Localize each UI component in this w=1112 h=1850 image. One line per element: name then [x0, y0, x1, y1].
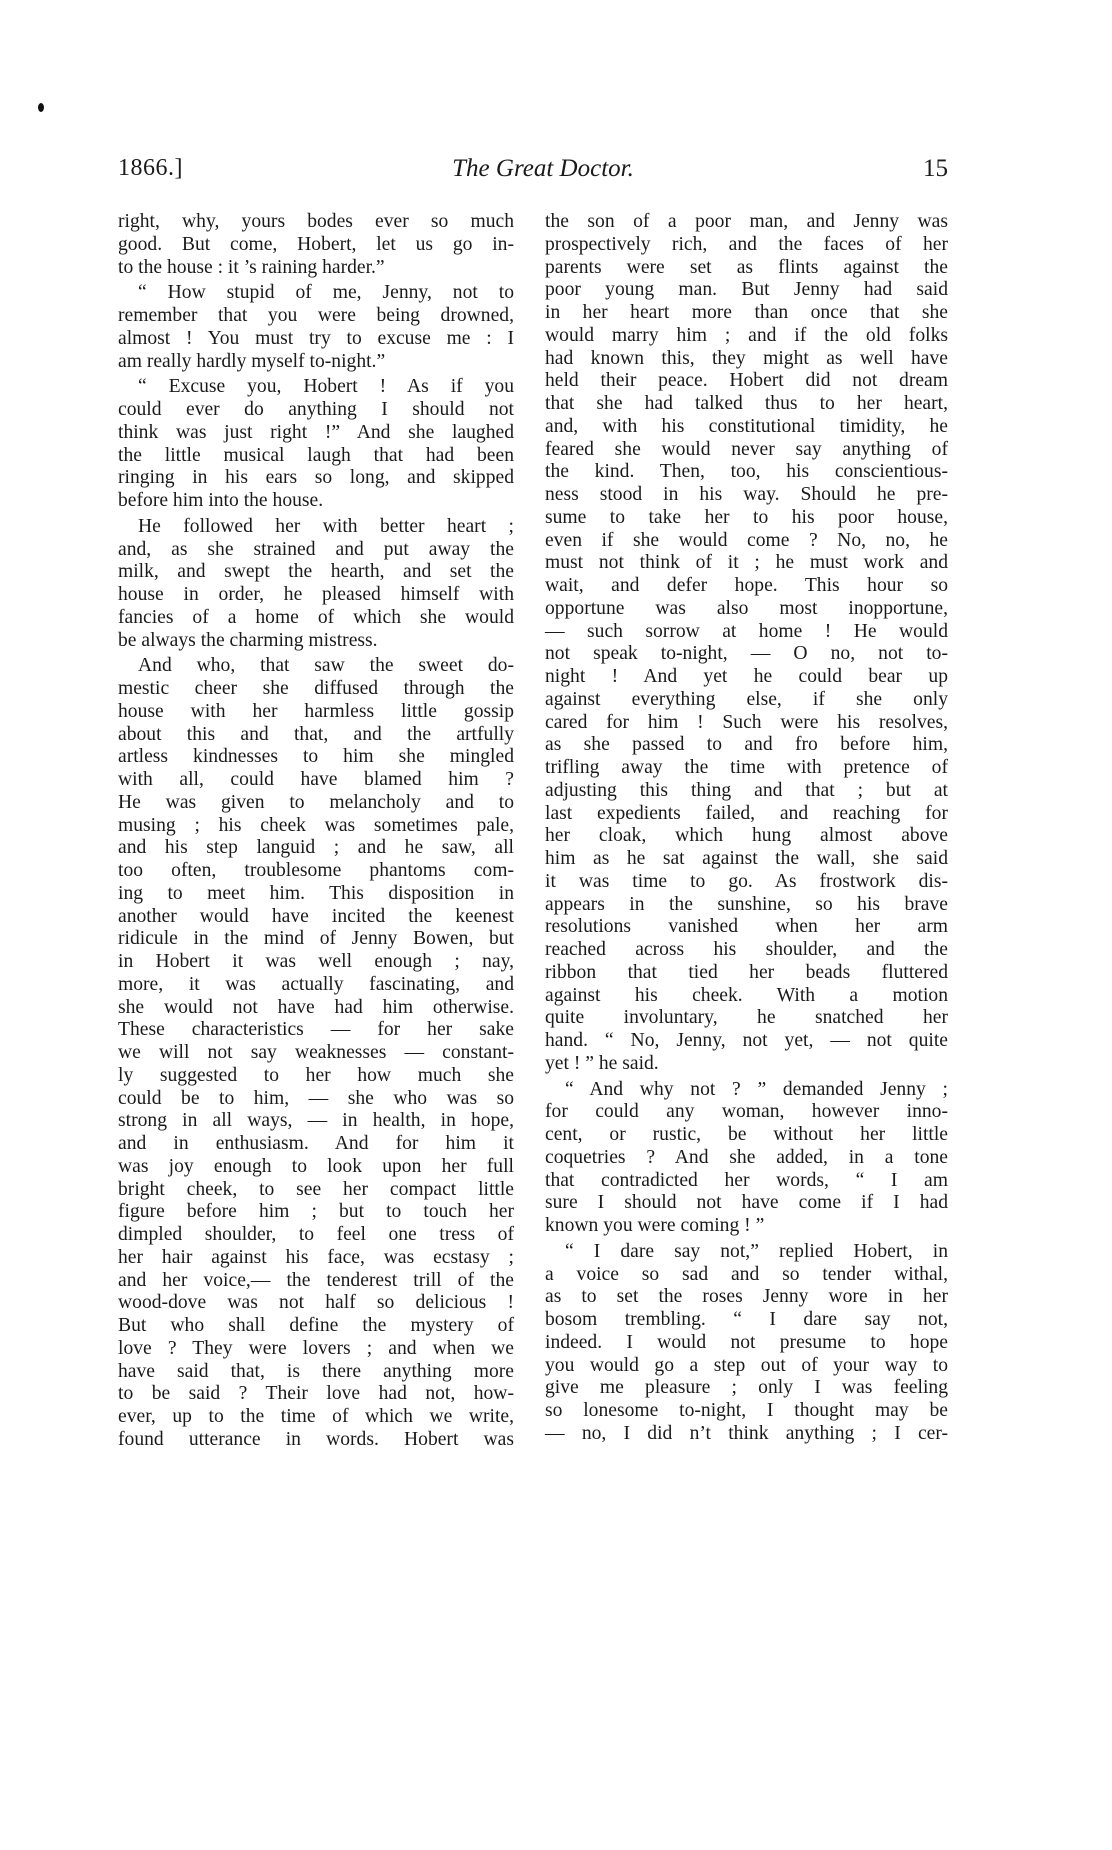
text-line: “ How stupid of me, Jenny, not to: [138, 282, 514, 304]
text-line: would marry him ; and if the old folks: [545, 324, 948, 346]
text-line: was joy enough to look upon her full: [118, 1155, 514, 1177]
right-column: [545, 211, 948, 1446]
text-line: as to set the roses Jenny wore in her: [545, 1286, 948, 1308]
text-line: and in enthusiasm. And for him it: [118, 1133, 514, 1154]
text-line: coquetries ? And she added, in a tone: [545, 1146, 948, 1168]
text-line: He was given to melancholy and to: [118, 791, 514, 813]
text-line: almost ! You must try to excuse me : I: [118, 327, 514, 349]
text-line: ness stood in his way. Should he pre-: [545, 484, 948, 505]
text-line: too often, troublesome phantoms com-: [118, 860, 514, 881]
text-line: with all, could have blamed him ?: [118, 769, 514, 790]
page-number: 15: [923, 155, 948, 182]
text-line: ever, up to the time of which we write,: [118, 1406, 514, 1427]
text-line: had known this, they might as well have: [545, 347, 948, 369]
text-line: in Hobert it was well enough ; nay,: [118, 951, 514, 972]
running-header: [118, 155, 948, 191]
left-column: [118, 211, 514, 1452]
text-line: in her heart more than once that she: [545, 302, 948, 323]
text-line: and, as she strained and put away the: [118, 538, 514, 560]
text-line: give me pleasure ; only I was feeling: [545, 1377, 948, 1399]
text-line: bosom trembling. “ I dare say not,: [545, 1309, 948, 1330]
text-line: held their peace. Hobert did not dream: [545, 370, 948, 392]
text-line: must not think of it ; he must work and: [545, 552, 948, 574]
text-line: quite involuntary, he snatched her: [545, 1007, 948, 1029]
text-line: could be to him, — she who was so: [118, 1087, 514, 1109]
text-line: bright cheek, to see her compact little: [118, 1178, 514, 1200]
text-line: it was time to go. As frostwork dis-: [545, 870, 948, 892]
text-line: the little musical laugh that had been: [118, 444, 514, 466]
text-line: that she had talked thus to her heart,: [545, 393, 948, 414]
text-line: artless kindnesses to him she mingled: [118, 746, 514, 768]
text-line: so lonesome to-night, I thought may be: [545, 1400, 948, 1421]
text-line: we will not say weaknesses — constant-: [118, 1042, 514, 1063]
text-line: even if she would come ? No, no, he: [545, 529, 948, 551]
text-line: she would not have had him otherwise.: [118, 996, 514, 1018]
text-line: musing ; his cheek was sometimes pale,: [118, 814, 514, 836]
text-line: hand. “ No, Jenny, not yet, — not quite: [545, 1030, 948, 1051]
paragraph: [545, 1079, 948, 1238]
text-line: cared for him ! Such were his resolves,: [545, 711, 948, 733]
text-line: wood-dove was not half so delicious !: [118, 1292, 514, 1314]
text-line: trifling away the time with pretence of: [545, 757, 948, 778]
text-line: remember that you were being drowned,: [118, 305, 514, 326]
text-line: But who shall define the mystery of: [118, 1315, 514, 1336]
text-line: house in order, he pleased himself with: [118, 584, 514, 605]
text-line: the son of a poor man, and Jenny was: [545, 211, 948, 232]
text-line: another would have incited the keenest: [118, 905, 514, 927]
text-line: sume to take her to his poor house,: [545, 506, 948, 528]
text-line: ridicule in the mind of Jenny Bowen, but: [118, 928, 514, 950]
text-line: found utterance in words. Hobert was: [118, 1428, 514, 1450]
text-line: ringing in his ears so long, and skipped: [118, 467, 514, 489]
paragraph: [118, 516, 514, 653]
text-line: mestic cheer she diffused through the: [118, 678, 514, 699]
text-line: and her voice,— the tenderest trill of the: [118, 1269, 514, 1291]
text-line: not speak to-night, — O no, not to-: [545, 643, 948, 665]
text-line: feared she would never say anything of: [545, 438, 948, 460]
text-line: her hair against his face, was ecstasy ;: [118, 1246, 514, 1268]
text-line: dimpled shoulder, to feel one tress of: [118, 1224, 514, 1245]
text-line: could ever do anything I should not: [118, 399, 514, 420]
text-line: more, it was actually fascinating, and: [118, 973, 514, 995]
text-line: “ I dare say not,” replied Hobert, in: [565, 1240, 948, 1262]
text-line: appears in the sunshine, so his brave: [545, 893, 948, 915]
text-line: a voice so sad and so tender withal,: [545, 1263, 948, 1285]
text-line: good. But come, Hobert, let us go in-: [118, 233, 514, 255]
paragraph: [118, 655, 514, 1451]
text-line: reached across his shoulder, and the: [545, 939, 948, 960]
text-line: ly suggested to her how much she: [118, 1064, 514, 1086]
text-line: poor young man. But Jenny had said: [545, 279, 948, 301]
ink-speck-mark: [38, 103, 44, 112]
text-line: And who, that saw the sweet do-: [138, 655, 514, 677]
text-line: him as he sat against the wall, she said: [545, 848, 948, 869]
text-line: fancies of a home of which she would: [118, 606, 514, 628]
paragraph: [545, 1241, 948, 1446]
text-line: and his step languid ; and he saw, all: [118, 837, 514, 859]
text-line: known you were coming ! ”: [545, 1215, 765, 1236]
text-line: parents were set as flints against the: [545, 256, 948, 278]
paragraph: [118, 211, 514, 279]
text-line: as she passed to and fro before him,: [545, 734, 948, 756]
text-line: sure I should not have come if I had: [545, 1192, 948, 1214]
text-line: love ? They were lovers ; and when we: [118, 1337, 514, 1359]
running-title: The Great Doctor.: [452, 155, 634, 182]
text-line: adjusting this thing and that ; but at: [545, 779, 948, 801]
text-line: to be said ? Their love had not, how-: [118, 1383, 514, 1405]
text-line: indeed. I would not presume to hope: [545, 1331, 948, 1353]
text-line: ribbon that tied her beads fluttered: [545, 961, 948, 983]
text-line: against everything else, if she only: [545, 688, 948, 710]
text-line: her cloak, which hung almost above: [545, 825, 948, 847]
text-line: wait, and defer hope. This hour so: [545, 575, 948, 596]
text-line: am really hardly myself to-night.”: [118, 350, 386, 372]
text-line: and, with his constitutional timidity, he: [545, 415, 948, 437]
text-line: ing to meet him. This disposition in: [118, 882, 514, 904]
text-line: yet ! ” he said.: [545, 1052, 659, 1074]
text-line: have said that, is there anything more: [118, 1360, 514, 1382]
text-line: against his cheek. With a motion: [545, 984, 948, 1006]
text-line: cent, or rustic, be without her little: [545, 1124, 948, 1145]
text-line: house with her harmless little gossip: [118, 700, 514, 722]
text-line: He followed her with better heart ;: [138, 515, 514, 537]
paragraph: [118, 376, 514, 513]
paragraph: [545, 211, 948, 1076]
text-line: — no, I did n’t think anything ; I cer-: [545, 1422, 948, 1444]
text-line: about this and that, and the artfully: [118, 723, 514, 745]
text-line: that contradicted her words, “ I am: [545, 1169, 948, 1191]
text-line: night ! And yet he could bear up: [545, 666, 948, 687]
text-line: think was just right !” And she laughed: [118, 421, 514, 443]
text-line: — such sorrow at home ! He would: [545, 620, 948, 642]
text-line: prospectively rich, and the faces of her: [545, 233, 948, 255]
text-line: last expedients failed, and reaching for: [545, 802, 948, 824]
text-line: for could any woman, however inno-: [545, 1101, 948, 1123]
text-line: resolutions vanished when her arm: [545, 916, 948, 938]
text-line: strong in all ways, — in health, in hope,: [118, 1110, 514, 1132]
paragraph: [118, 282, 514, 373]
text-line: before him into the house.: [118, 490, 324, 511]
text-line: “ Excuse you, Hobert ! As if you: [138, 376, 514, 398]
text-line: the kind. Then, too, his conscientious-: [545, 461, 948, 483]
text-line: to the house : it ’s raining harder.”: [118, 256, 385, 278]
text-line: “ And why not ? ” demanded Jenny ;: [565, 1078, 948, 1100]
running-year: 1866.]: [118, 155, 183, 181]
text-line: you would go a step out of your way to: [545, 1354, 948, 1376]
text-line: These characteristics — for her sake: [118, 1019, 514, 1041]
text-line: opportune was also most inopportune,: [545, 597, 948, 619]
text-line: right, why, yours bodes ever so much: [118, 211, 514, 232]
text-line: be always the charming mistress.: [118, 629, 378, 651]
text-line: milk, and swept the hearth, and set the: [118, 561, 514, 583]
text-line: figure before him ; but to touch her: [118, 1201, 514, 1223]
